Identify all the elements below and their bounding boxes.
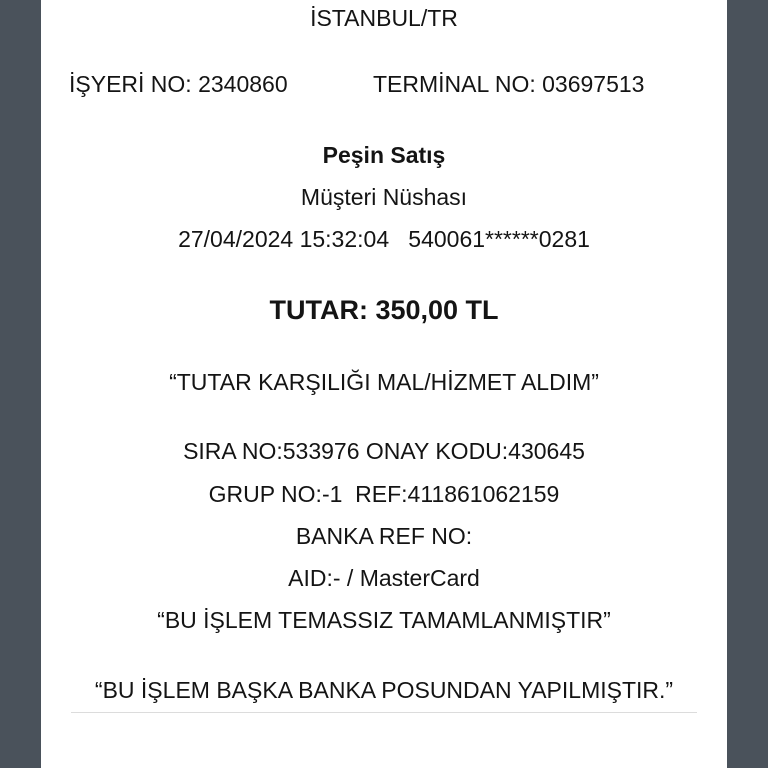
terminal-number: TERMİNAL NO: 03697513	[373, 71, 645, 97]
transaction-type: Peşin Satış	[322, 142, 446, 168]
merchant-number: İŞYERİ NO: 2340860	[69, 71, 288, 97]
acknowledgement-text: “TUTAR KARŞILIĞI MAL/HİZMET ALDIM”	[169, 369, 599, 395]
amount-total: TUTAR: 350,00 TL	[269, 295, 499, 325]
sequence-approval-line: SIRA NO:533976 ONAY KODU:430645	[183, 438, 585, 464]
copy-label: Müşteri Nüshası	[300, 184, 468, 210]
divider	[71, 712, 697, 713]
other-bank-note: “BU İŞLEM BAŞKA BANKA POSUNDAN YAPILMIŞTIR.”	[94, 677, 674, 703]
receipt-paper	[41, 0, 727, 768]
group-ref-line: GRUP NO:-1 REF:411861062159	[208, 481, 560, 507]
bank-ref-line: BANKA REF NO:	[295, 523, 473, 549]
aid-card-line: AID:- / MasterCard	[288, 565, 480, 591]
datetime-card-line: 27/04/2024 15:32:04 540061******0281	[178, 226, 590, 252]
contactless-note: “BU İŞLEM TEMASSIZ TAMAMLANMIŞTIR”	[157, 607, 611, 633]
city-line: İSTANBUL/TR	[310, 5, 458, 31]
